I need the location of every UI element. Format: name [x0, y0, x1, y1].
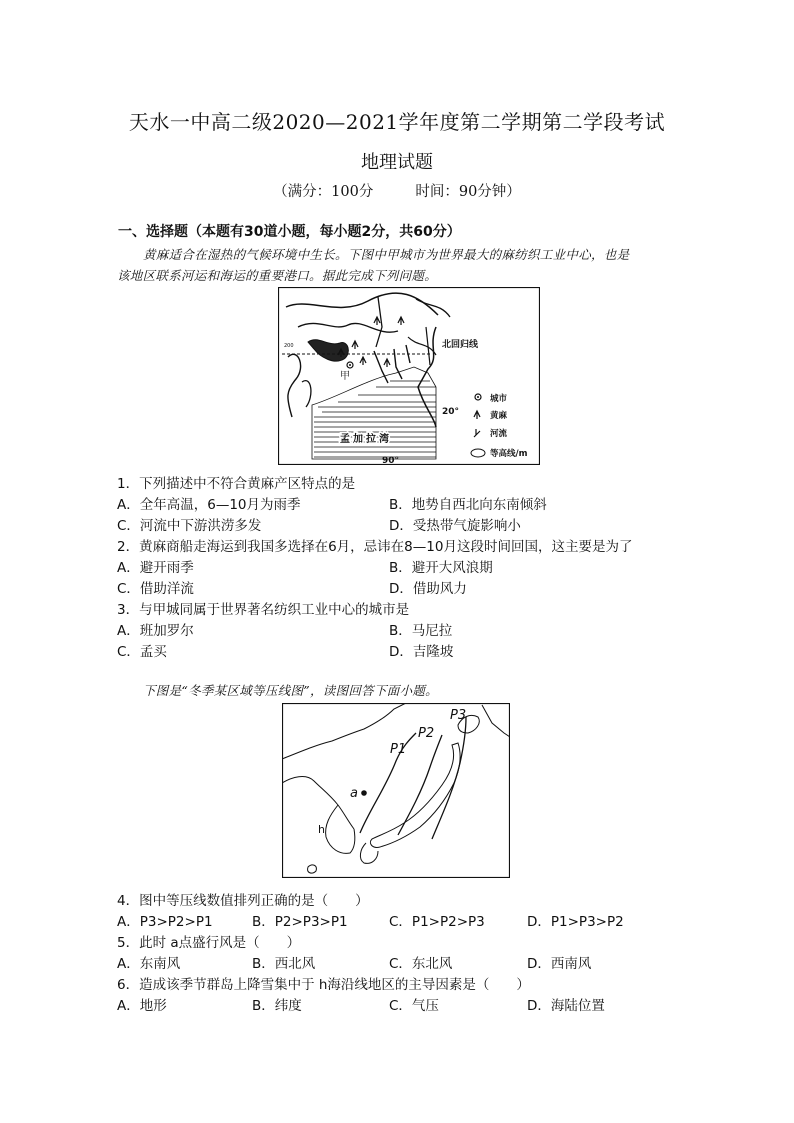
question-2-option-d: D．借助风力	[389, 581, 467, 597]
question-1-option-b: B．地势自西北向东南倾斜	[389, 497, 547, 513]
question-5-option-a: A．东南风	[117, 956, 181, 972]
question-4-option-b: B．P2>P3>P1	[252, 914, 348, 930]
question-3-option-c: C．孟买	[117, 644, 167, 660]
question-6-option-b: B．纬度	[252, 998, 302, 1014]
question-1-option-d: D．受热带气旋影响小	[389, 518, 521, 534]
legend-contour: 等高线/m	[490, 449, 528, 459]
question-2-stem: 2．黄麻商船走海运到我国多选择在6月，忌讳在8—10月这段时间回国，这主要是为了	[117, 539, 633, 555]
latitude-label: 20°	[442, 407, 460, 417]
isobar-p1-label: P1	[390, 742, 407, 757]
question-5-option-d: D．西南风	[527, 956, 592, 972]
point-h-label: h	[318, 823, 325, 836]
exam-meta	[0, 180, 794, 201]
isobar-map	[282, 703, 510, 878]
question-4-option-d: D．P1>P3>P2	[527, 914, 624, 930]
longitude-label: 90°	[382, 456, 400, 465]
passage1-line2: 该地区联系河运和海运的重要港口。据此完成下列问题。	[117, 268, 438, 283]
question-3-stem: 3．与甲城同属于世界著名纺织工业中心的城市是	[117, 602, 410, 618]
question-3-option-a: A．班加罗尔	[117, 623, 194, 639]
question-5-option-b: B．西北风	[252, 956, 316, 972]
subject-title: 地理试题	[361, 152, 433, 173]
bay-label: 孟加拉湾	[340, 434, 392, 445]
section-heading: 一、选择题（本题有30道小题，每小题2分，共60分）	[118, 224, 461, 240]
legend-jute: 黄麻	[490, 411, 508, 421]
passage1-line1: 黄麻适合在湿热的气候环境中生长。下图中甲城市为世界最大的麻纺织工业中心，也是	[143, 247, 630, 262]
point-a-marker	[361, 790, 367, 796]
question-1-stem: 1．下列描述中不符合黄麻产区特点的是	[117, 476, 356, 492]
question-2-option-a: A．避开雨季	[117, 560, 194, 576]
question-2-option-c: C．借助洋流	[117, 581, 194, 597]
question-6-option-c: C．气压	[389, 998, 439, 1014]
question-5-stem: 5．此时 a点盛行风是（ ）	[117, 935, 301, 951]
question-1-option-a: A．全年高温，6—10月为雨季	[117, 497, 301, 513]
question-1-option-c: C．河流中下游洪涝多发	[117, 518, 262, 534]
passage2-line1: 下图是“冬季某区域等压线图”，读图回答下面小题。	[143, 683, 438, 698]
city-jia-label: 甲	[340, 371, 350, 382]
exam-title: 天水一中高二级2020—2021学年度第二学期第二学段考试	[128, 110, 666, 134]
score-info: （满分：100分	[273, 184, 374, 200]
isobar-p2-label: P2	[418, 726, 435, 741]
question-6-option-a: A．地形	[117, 998, 167, 1014]
question-2-option-b: B．避开大风浪期	[389, 560, 493, 576]
question-4-stem: 4．图中等压线数值排列正确的是（ ）	[117, 893, 369, 909]
legend-river: 河流	[490, 429, 508, 439]
question-5-option-c: C．东北风	[389, 956, 453, 972]
question-3-option-d: D．吉隆坡	[389, 644, 454, 660]
question-4-option-a: A．P3>P2>P1	[117, 914, 213, 930]
question-6-stem: 6．造成该季节群岛上降雪集中于 h海沿线地区的主导因素是（ ）	[117, 977, 530, 993]
question-3-option-b: B．马尼拉	[389, 623, 453, 639]
question-4-option-c: C．P1>P2>P3	[389, 914, 485, 930]
question-6-option-d: D．海陆位置	[527, 998, 605, 1014]
legend-city: 城市	[490, 394, 508, 404]
contour-value: 200	[284, 343, 294, 349]
time-info: 时间：90分钟）	[415, 184, 521, 200]
tropic-label: 北回归线	[442, 340, 479, 350]
jute-region-map	[278, 287, 540, 465]
point-a-label: a	[350, 786, 358, 801]
isobar-p3-label: P3	[450, 708, 467, 723]
